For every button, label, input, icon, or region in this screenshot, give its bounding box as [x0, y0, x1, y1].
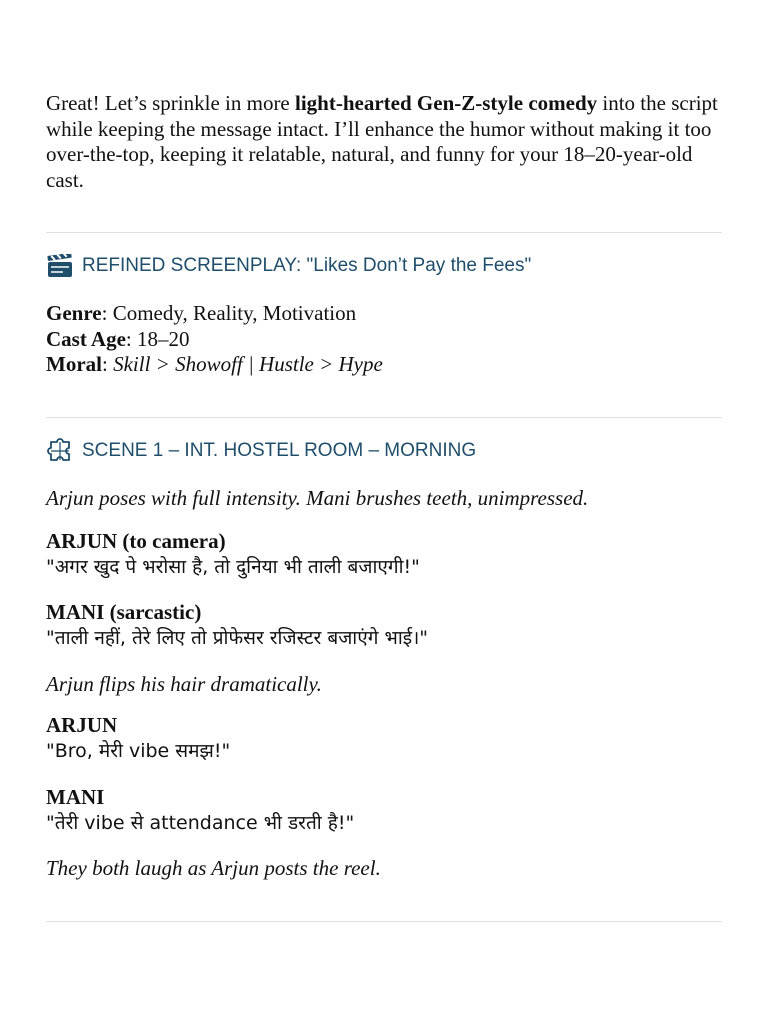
- section-title: REFINED SCREENPLAY: "Likes Don’t Pay the Fees": [82, 255, 532, 276]
- dialogue-line: "Bro, मेरी vibe समझ!": [46, 739, 231, 762]
- dialogue-block: [46, 713, 230, 764]
- dialogue-block: [46, 785, 354, 836]
- dialogue-block: [46, 600, 428, 651]
- intro-bold: light-hearted Gen-Z-style comedy: [295, 91, 598, 115]
- dialogue-line: "अगर खुद पे भरोसा है, तो दुनिया भी ताली बजाएगी!": [46, 555, 420, 578]
- section-heading-screenplay: [46, 252, 531, 280]
- stage-direction: [46, 672, 322, 698]
- stage-direction-text: They both laugh as Arjun posts the reel.: [46, 856, 381, 880]
- divider: [46, 417, 722, 418]
- genre-value: : Comedy, Reality, Motivation: [101, 301, 357, 325]
- speaker-name: ARJUN: [46, 713, 118, 737]
- genre-line: [46, 301, 383, 327]
- speaker-name: MANI (sarcastic): [46, 600, 202, 624]
- divider: [46, 921, 722, 922]
- dialogue-line: "ताली नहीं, तेरे लिए तो प्रोफेसर रजिस्टर बजाएंगे भाई।": [46, 626, 429, 649]
- section-title: SCENE 1 – INT. HOSTEL ROOM – MORNING: [82, 440, 477, 461]
- cast-value: : 18–20: [125, 326, 190, 351]
- screenplay-meta: [46, 301, 383, 378]
- dialogue-block: [46, 529, 420, 580]
- divider: [46, 232, 722, 233]
- clapperboard-icon: [46, 252, 74, 280]
- stage-direction: [46, 856, 381, 882]
- moral-value: Skill > Showoff | Hustle > Hype: [113, 352, 383, 376]
- moral-separator: :: [101, 352, 114, 376]
- speaker-name: MANI: [46, 785, 105, 809]
- cast-label: Cast Age: [46, 326, 126, 351]
- genre-label: Genre: [46, 301, 102, 325]
- stage-direction-text: Arjun poses with full intensity. Mani brushes teeth, unimpressed.: [46, 486, 589, 510]
- stage-direction: [46, 486, 588, 512]
- moral-line: [46, 352, 383, 378]
- stage-direction-text: Arjun flips his hair dramatically.: [46, 672, 322, 696]
- section-heading-scene: [46, 437, 476, 465]
- dialogue-line: "तेरी vibe से attendance भी डरती है!": [46, 811, 355, 834]
- moral-label: Moral: [46, 352, 102, 376]
- cast-line: [46, 327, 383, 353]
- intro-paragraph: [46, 91, 722, 193]
- intro-text-1: Great! Let’s sprinkle in more: [46, 91, 296, 115]
- speaker-name: ARJUN (to camera): [46, 529, 226, 553]
- puzzle-icon: [46, 437, 74, 465]
- intro-text-2: into the script while keeping the message intact. I’ll enhance the humor without making it too over-the-top, keeping it relatable, natural, and funny for your 18–20-year-old cast.: [46, 91, 718, 192]
